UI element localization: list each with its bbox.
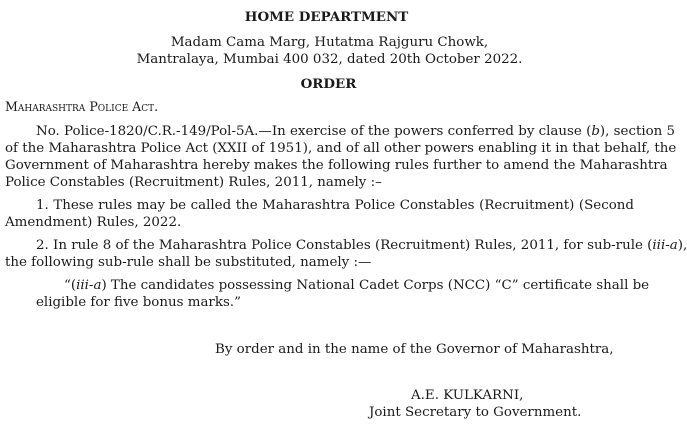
para1-line1: No. Police-1820/C.R.-149/Pol-5A.—In exercise of the powers conferred by clause (b), section 5 xyxy=(36,124,676,139)
address-line-2: Mantralaya, Mumbai 400 032, dated 20th October 2022. xyxy=(136,52,523,67)
para4-line2: eligible for five bonus marks.” xyxy=(36,295,241,310)
para1-line2: of the Maharashtra Police Act (XXII of 1951), and of all other powers enabling it in that behalf, the xyxy=(5,141,677,156)
para3-line1: 2. In rule 8 of the Maharashtra Police Constables (Recruitment) Rules, 2011, for sub-rule (iii-a), xyxy=(36,238,687,253)
para4-line1: “(iii-a) The candidates possessing National Cadet Corps (NCC) “C” certificate shall be xyxy=(64,278,650,293)
para2-line2: Amendment) Rules, 2022. xyxy=(5,215,182,230)
act-heading: Maharashtra Police Act. xyxy=(5,99,159,114)
signatory-name: A.E. KULKARNI, xyxy=(411,388,524,403)
para3-line2: the following sub-rule shall be substituted, namely :— xyxy=(5,255,372,270)
signatory-title: Joint Secretary to Government. xyxy=(369,405,582,420)
para1-line4: Police Constables (Recruitment) Rules, 2011, namely :– xyxy=(5,175,382,190)
para1-line3: Government of Maharashtra hereby makes the following rules further to amend the Maharashtra xyxy=(5,158,668,173)
address-line-1: Madam Cama Marg, Hutatma Rajguru Chowk, xyxy=(170,35,489,50)
by-order-line: By order and in the name of the Governor of Maharashtra, xyxy=(215,342,614,357)
department-heading: HOME DEPARTMENT xyxy=(244,9,409,25)
order-heading: ORDER xyxy=(300,76,357,92)
para2-line1: 1. These rules may be called the Maharashtra Police Constables (Recruitment) (Second xyxy=(36,198,634,213)
